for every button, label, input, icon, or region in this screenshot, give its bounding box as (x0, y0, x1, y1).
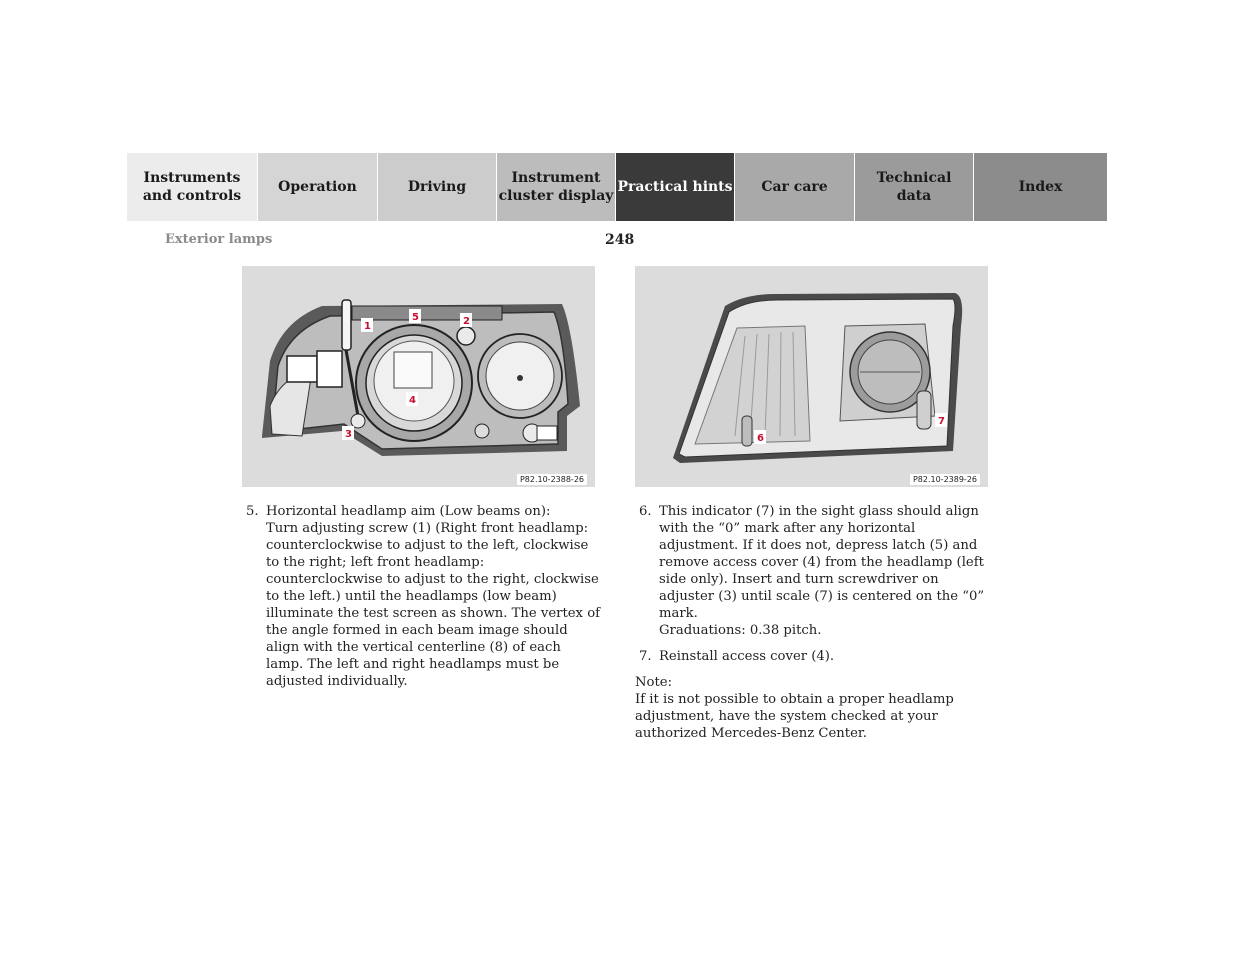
callout-6: 6 (757, 433, 764, 444)
step-body: This indicator (7) in the sight glass should align with the “0” mark after any horizontal adjustment. If it does not, depress latch (5) and remove access cover (4) from the headlamp (left side only). Insert and turn screwdriver on adjuster (3) until scale (7) is centered on the “0” mark. (659, 504, 985, 621)
chapter-tabs (127, 153, 1108, 221)
figure-code-right: P82.10-2389-26 (910, 474, 980, 485)
list-item (635, 503, 995, 639)
tab-instruments-and-controls[interactable]: Instruments and controls (127, 153, 258, 221)
note-label: Note: (635, 675, 673, 690)
tab-index[interactable]: Index (974, 153, 1108, 221)
tab-operation[interactable]: Operation (258, 153, 378, 221)
list-item (635, 648, 995, 665)
step-number: 7. (639, 649, 652, 664)
figure-code-left: P82.10-2388-26 (517, 474, 587, 485)
tab-technical-data[interactable]: Technical data (855, 153, 974, 221)
tab-instrument-cluster-display[interactable]: Instrument cluster display (497, 153, 616, 221)
list-item (242, 503, 602, 690)
callout-4: 4 (409, 395, 416, 406)
headlamp-front-illustration (635, 266, 988, 487)
instruction-step-5 (242, 503, 602, 690)
callout-1: 1 (364, 321, 371, 332)
tab-car-care[interactable]: Car care (735, 153, 855, 221)
instruction-steps-6-7 (635, 503, 995, 742)
callout-7: 7 (938, 416, 945, 427)
step-body: Reinstall access cover (4). (659, 649, 835, 664)
step-number: 5. (246, 504, 259, 519)
section-title: Exterior lamps (165, 232, 273, 247)
step-body: Turn adjusting screw (1) (Right front headlamp: counterclockwise to adjust to the left, clockwise to the right; left front headlamp: counterclockwise to adjust to the right, clockwise to the left.) until the headlamps (low beam) illuminate the test screen as shown. The vertex of the angle formed in each beam image should align with the vertical centerline (8) of each lamp. The left and right headlamps must be adjusted individually. (266, 521, 601, 689)
step-heading: Horizontal headlamp aim (Low beams on): (266, 504, 551, 519)
tab-practical-hints[interactable]: Practical hints (616, 153, 735, 221)
step-number: 6. (639, 504, 652, 519)
page-number: 248 (605, 232, 635, 248)
headlamp-rear-figure (242, 266, 595, 487)
headlamp-front-figure (635, 266, 988, 487)
tab-driving[interactable]: Driving (378, 153, 497, 221)
callout-2: 2 (463, 316, 470, 327)
headlamp-rear-illustration (242, 266, 595, 487)
callout-5: 5 (412, 312, 419, 323)
graduations-text: Graduations: 0.38 pitch. (659, 623, 822, 638)
note-body: If it is not possible to obtain a proper headlamp adjustment, have the system checked at your authorized Mercedes-Benz Center. (635, 692, 954, 741)
callout-3: 3 (345, 429, 352, 440)
